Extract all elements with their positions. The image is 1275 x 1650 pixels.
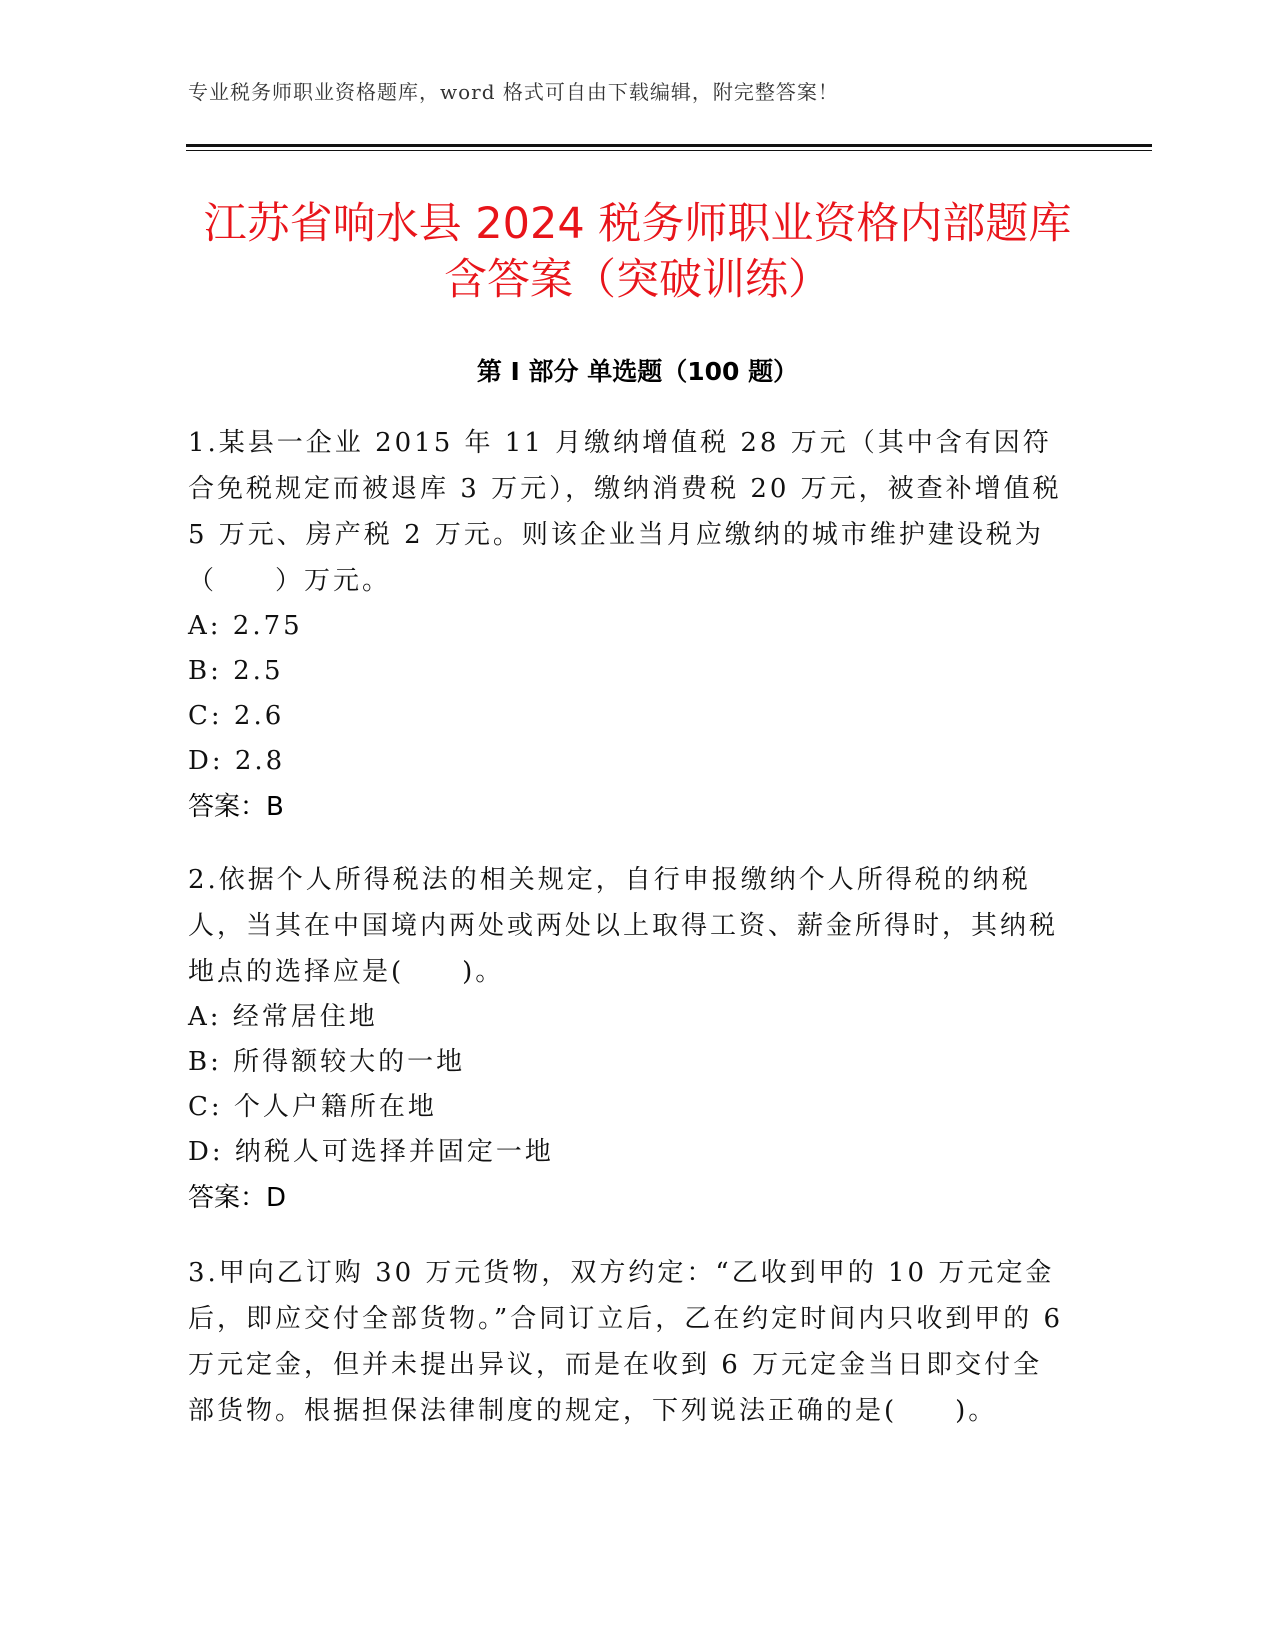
option-a: A: 经常居住地 <box>188 1002 378 1032</box>
option-c: C: 个人户籍所在地 <box>188 1092 437 1122</box>
question-stem: 1.某县一企业 2015 年 11 月缴纳增值税 28 万元（其中含有因符合免税规定而被退库 3 万元），缴纳消费税 20 万元，被查补增值税 5 万元、房产税 2 万元。则该企业当月应缴纳的城市维护建设税为（ ）万元。 <box>188 428 1062 596</box>
document-title-line-1: 江苏省响水县 2024 税务师职业资格内部题库 <box>203 199 1072 249</box>
option-d: D: 纳税人可选择并固定一地 <box>188 1137 554 1167</box>
answer-label: 答案： <box>188 1183 267 1213</box>
option-b: B: 2.5 <box>188 656 284 686</box>
answer-label: 答案： <box>188 792 267 822</box>
option-c: C: 2.6 <box>188 701 285 731</box>
document-title <box>140 196 1135 308</box>
answer-value: D <box>266 1183 287 1213</box>
option-d: D: 2.8 <box>188 746 286 776</box>
option-b: B: 所得额较大的一地 <box>188 1047 466 1077</box>
header-divider-thin <box>186 150 1152 151</box>
question-3 <box>188 1250 1068 1434</box>
document-title-line-2: 含答案（突破训练） <box>444 255 831 305</box>
question-2 <box>188 857 1068 1221</box>
answer <box>188 784 1068 830</box>
option-a: A: 2.75 <box>188 611 303 641</box>
section-heading: 第 I 部分 单选题（100 题） <box>476 357 799 386</box>
answer-value: B <box>266 792 284 822</box>
answer <box>188 1175 1068 1221</box>
question-stem: 2.依据个人所得税法的相关规定，自行申报缴纳个人所得税的纳税人，当其在中国境内两处或两处以上取得工资、薪金所得时，其纳税地点的选择应是( )。 <box>188 865 1059 987</box>
question-1 <box>188 420 1068 830</box>
question-stem: 3.甲向乙订购 30 万元货物，双方约定：“乙收到甲的 10 万元定金后，即应交付全部货物。”合同订立后，乙在约定时间内只收到甲的 6 万元定金，但并未提出异议，而是在收到 6 万元定金当日即交付全部货物。根据担保法律制度的规定，下列说法正确的是( )。 <box>188 1258 1064 1426</box>
header-divider-thick <box>186 144 1152 147</box>
header-note: 专业税务师职业资格题库，word 格式可自由下载编辑，附完整答案！ <box>188 80 839 104</box>
